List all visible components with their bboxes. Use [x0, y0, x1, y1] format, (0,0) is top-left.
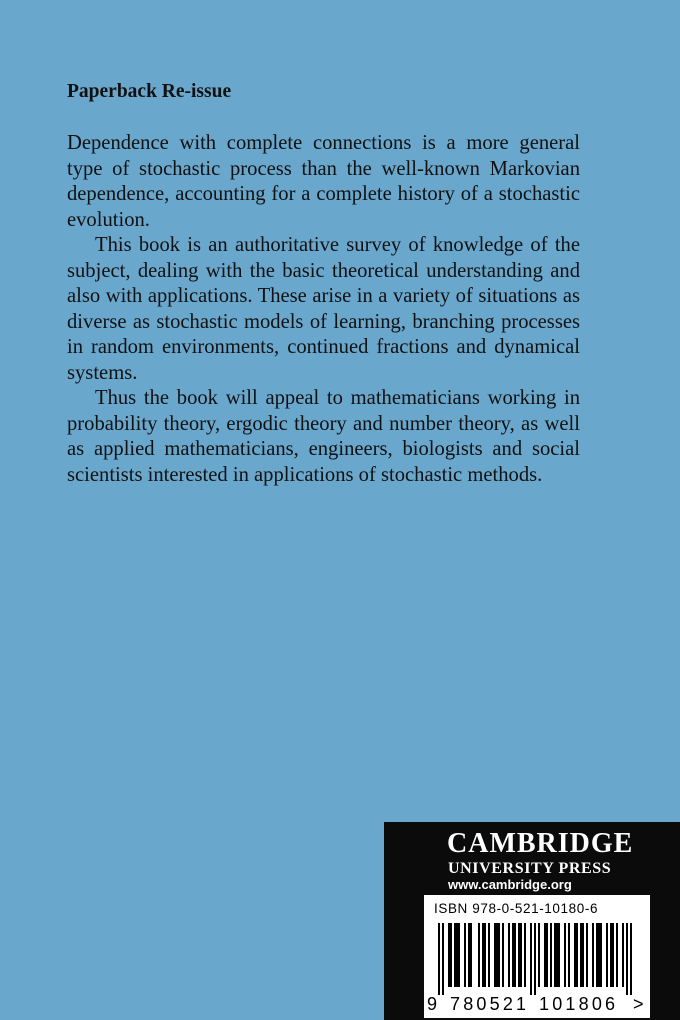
barcode-digit-first: 9 — [427, 994, 438, 1014]
publisher-url: www.cambridge.org — [448, 877, 572, 892]
barcode-bars — [438, 923, 636, 995]
publisher-logo-name: CAMBRIDGE — [447, 828, 634, 859]
publisher-subtitle: UNIVERSITY PRESS — [448, 860, 612, 877]
description-paragraph-2: This book is an authoritative survey of knowledge of the subject, dealing with the basic theoretical understanding and also with applications. These arise in a variety of situations as diverse as stochastic models of learning, branching processes in random environments, continued fractions and dynamical systems. — [67, 234, 580, 384]
back-cover-text — [67, 78, 580, 488]
barcode-digits-right: 101806 — [539, 994, 619, 1014]
description-paragraph-3: Thus the book will appeal to mathematicians working in probability theory, ergodic theory and number theory, as well as applied mathematicians, engineers, biologists and social scientists interested in applications of stochastic methods. — [67, 387, 580, 486]
isbn-label: ISBN 978-0-521-10180-6 — [434, 901, 599, 916]
barcode-digits-left: 780521 — [450, 994, 530, 1014]
isbn-barcode — [424, 895, 650, 1018]
description-paragraph-1: Dependence with complete connections is a more general type of stochastic process than the well-known Markovian dependence, accounting for a complete history of a stochastic evolution. — [67, 132, 580, 231]
publisher-block — [384, 822, 680, 1020]
barcode-chevron: > — [633, 994, 644, 1014]
reissue-heading: Paperback Re-issue — [67, 81, 232, 102]
